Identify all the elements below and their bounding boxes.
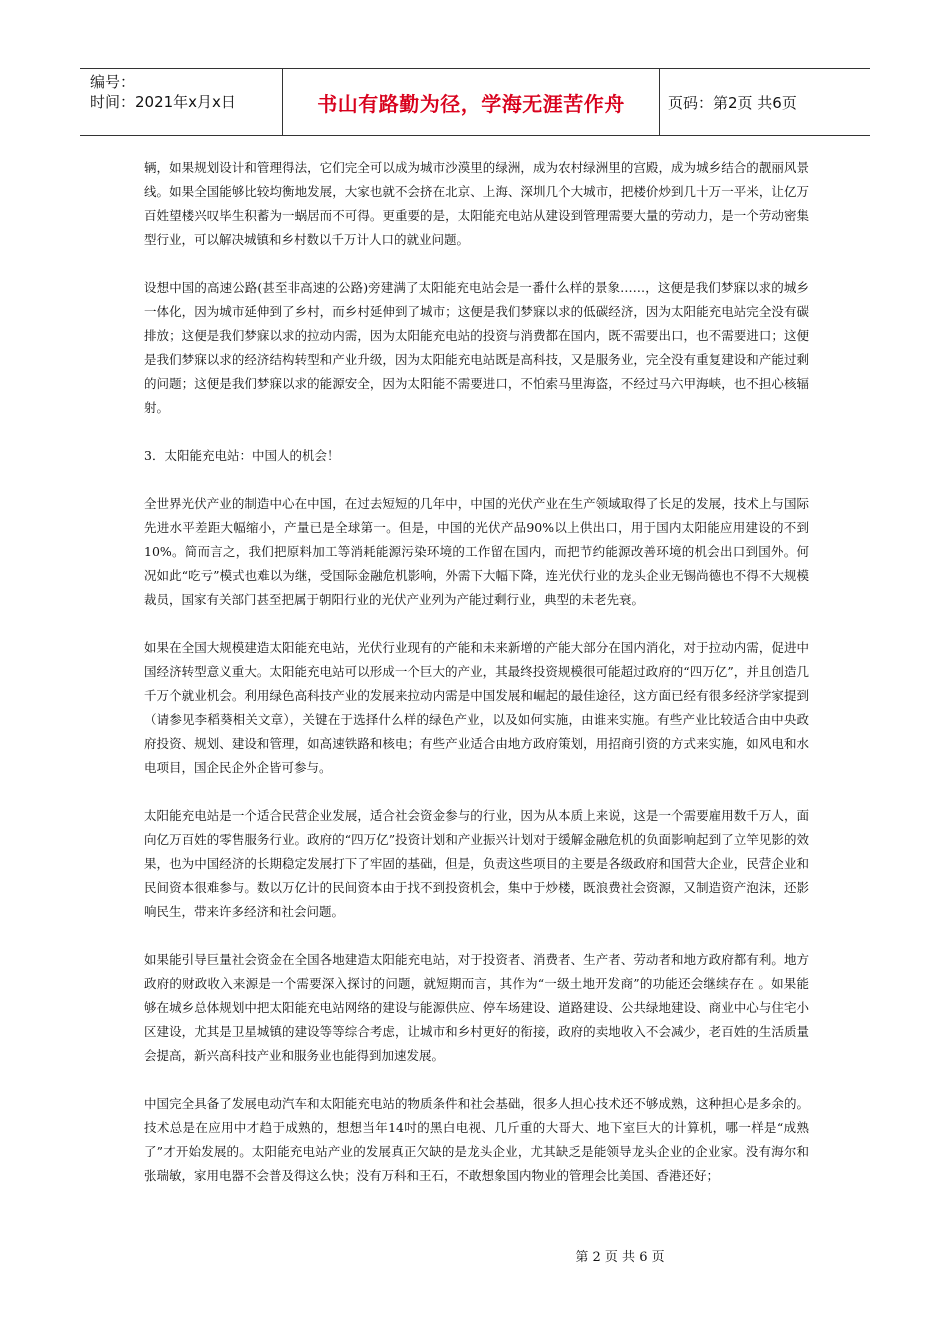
page-footer: 第 2 页 共 6 页 xyxy=(575,1250,665,1265)
paragraph: 太阳能充电站是一个适合民营企业发展，适合社会资金参与的行业，因为从本质上来说，这是一个需要雇用数千万人，面向亿万百姓的零售服务行业。政府的“四万亿”投资计划和产业振兴计划对于缓解金融危机的负面影响起到了立竿见影的效果，也为中国经济的长期稳定发展打下了牢固的基础，但是，负责这些项目的主要是各级政府和国营大企业，民营企业和民间资本很难参与。数以万亿计的民间资本由于找不到投资机会，集中于炒楼，既浪费社会资源，又制造资产泡沫，还影响民生，带来许多经济和社会问题。 xyxy=(144,808,809,919)
header-page-number: 页码：第2页 共6页 xyxy=(668,93,797,112)
document-number-label: 编号： xyxy=(90,73,136,91)
page-header xyxy=(80,68,870,136)
header-meta xyxy=(80,69,283,135)
paragraph: 如果能引导巨量社会资金在全国各地建造太阳能充电站，对于投资者、消费者、生产者、劳动者和地方政府都有利。地方政府的财政收入来源是一个需要深入探讨的问题，就短期而言，其作为“一级土地开发商”的功能还会继续存在 。如果能够在城乡总体规划中把太阳能充电站网络的建设与能源供应、停车场建设、道路建设、公共绿地建设、商业中心与住宅小区建设，尤其是卫星城镇的建设等等综合考虑，让城市和乡村更好的衔接，政府的卖地收入不会减少，老百姓的生活质量会提高，新兴高科技产业和服务业也能得到加速发展。 xyxy=(144,952,809,1063)
paragraph: 中国完全具备了发展电动汽车和太阳能充电站的物质条件和社会基础，很多人担心技术还不够成熟，这种担心是多余的。技术总是在应用中才趋于成熟的，想想当年14吋的黑白电视、几斤重的大哥大、地下室巨大的计算机，哪一样是“成熟了”才开始发展的。太阳能充电站产业的发展真正欠缺的是龙头企业，尤其缺乏是能领导龙头企业的企业家。没有海尔和张瑞敏，家用电器不会普及得这么快；没有万科和王石，不敢想象国内物业的管理会比美国、香港还好； xyxy=(144,1096,809,1183)
paragraph: 辆，如果规划设计和管理得法，它们完全可以成为城市沙漠里的绿洲，成为农村绿洲里的宫殿，成为城乡结合的靓丽风景线。如果全国能够比较均衡地发展，大家也就不会挤在北京、上海、深圳几个大城市，把楼价炒到几十万一平米，让亿万百姓望楼兴叹毕生积蓄为一蜗居而不可得。更重要的是，太阳能充电站从建设到管理需要大量的劳动力，是一个劳动密集型行业，可以解决城镇和乡村数以千万计人口的就业问题。 xyxy=(144,160,809,247)
paragraph: 如果在全国大规模建造太阳能充电站，光伏行业现有的产能和未来新增的产能大部分在国内消化，对于拉动内需，促进中国经济转型意义重大。太阳能充电站可以形成一个巨大的产业，其最终投资规模很可能超过政府的“四万亿”，并且创造几千万个就业机会。利用绿色高科技产业的发展来拉动内需是中国发展和崛起的最佳途径，这方面已经有很多经济学家提到（请参见李稻葵相关文章），关键在于选择什么样的绿色产业，以及如何实施，由谁来实施。有些产业比较适合由中央政府投资、规划、建设和管理，如高速铁路和核电；有些产业适合由地方政府策划，用招商引资的方式来实施，如风电和水电项目，国企民企外企皆可参与。 xyxy=(144,640,809,775)
section-heading: 3．太阳能充电站：中国人的机会！ xyxy=(144,448,340,463)
document-time-label: 时间：2021年x月x日 xyxy=(90,93,236,111)
document-body xyxy=(144,156,809,1212)
header-motto: 书山有路勤为径，学海无涯苦作舟 xyxy=(283,69,660,135)
paragraph: 设想中国的高速公路(甚至非高速的公路)旁建满了太阳能充电站会是一番什么样的景象……，这便是我们梦寐以求的城乡一体化，因为城市延伸到了乡村，而乡村延伸到了城市；这便是我们梦寐以求的低碳经济，因为太阳能充电站完全没有碳排放；这便是我们梦寐以求的拉动内需，因为太阳能充电站的投资与消费都在国内，既不需要出口，也不需要进口；这便是我们梦寐以求的经济结构转型和产业升级，因为太阳能充电站既是高科技，又是服务业，完全没有重复建设和产能过剩的问题；这便是我们梦寐以求的能源安全，因为太阳能不需要进口，不怕索马里海盗，不经过马六甲海峡，也不担心核辐射。 xyxy=(144,280,809,415)
paragraph: 全世界光伏产业的制造中心在中国，在过去短短的几年中，中国的光伏产业在生产领域取得了长足的发展，技术上与国际先进水平差距大幅缩小，产量已是全球第一。但是，中国的光伏产品90%以上供出口，用于国内太阳能应用建设的不到10%。简而言之，我们把原料加工等消耗能源污染环境的工作留在国内，而把节约能源改善环境的机会出口到国外。何况如此“吃亏”模式也难以为继，受国际金融危机影响，外需下大幅下降，连光伏行业的龙头企业无锡尚德也不得不大规模裁员，国家有关部门甚至把属于朝阳行业的光伏产业列为产能过剩行业，典型的未老先衰。 xyxy=(144,496,809,607)
